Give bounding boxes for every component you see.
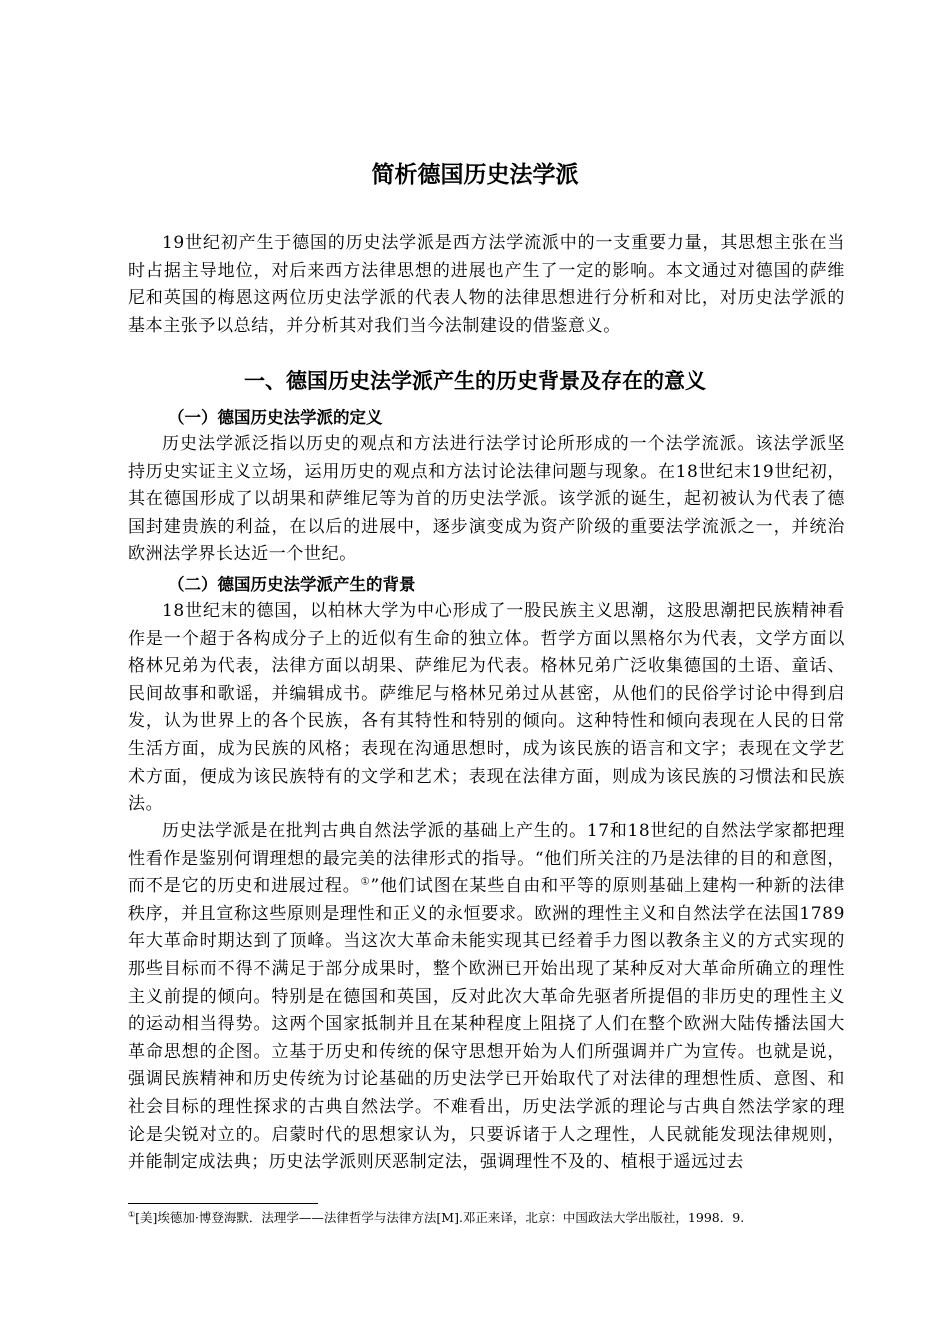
footnote-text: [美]埃德加·博登海默．法理学——法律哲学与法律方法[M].邓正来译，北京：中国政法大学出版社，1998．9. (135, 1210, 745, 1225)
paragraph-text-part: 历史法学派是在批判古典自然法学派的基础上产生的。17和18世纪的自然法学家都把理性看作是鉴别何谓理想的最完美的法律形式的指导。“他们所关注的乃是法律的目的和意图，而不是它的历史和进展过程。 (128, 821, 845, 897)
section-heading: 一、德国历史法学派产生的历史背景及存在的意义 (244, 369, 706, 393)
footnote-reference-mark[interactable]: ① (360, 876, 371, 888)
subsection-heading-definition: （一）德国历史法学派的定义 (168, 408, 383, 427)
background-paragraph-2 (128, 818, 845, 1177)
footnote-mark: ① (128, 1209, 136, 1219)
footnote-separator (128, 1203, 318, 1204)
paragraph-text-part: ”他们试图在某些自由和平等的原则基础上建构一种新的法律秩序，并且宣称这些原则是理性和正义的永恒要求。欧洲的理性主义和自然法学在法国1789年大革命时期达到了顶峰。当这次大革命未能实现其已经着手力图以教条主义的方式实现的那些目标而不得不满足于部分成果时，整个欧洲已开始出现了某种反对大革命所确立的理性主义前提的倾向。特别是在德国和英国，反对此次大革命先驱者所提倡的非历史的理性主义的运动相当得势。这两个国家抵制并且在某种程度上阻挠了人们在整个欧洲大陆传播法国大革命思想的企图。立基于历史和传统的保守思想开始为人们所强调并广为宣传。也就是说，强调民族精神和历史传统为讨论基础的历史法学已开始取代了对法律的理想性质、意图、和社会目标的理性探求的古典自然法学。不难看出，历史法学派的理论与古典自然法学家的理论是尖锐对立的。启蒙时代的思想家认为，只要诉诸于人之理性，人民就能发现法律规则，并能制定成法典；历史法学派则厌恶制定法，强调理性不及的、植根于遥远过去 (128, 876, 845, 1173)
document-title: 简析德国历史法学派 (371, 162, 579, 188)
abstract-paragraph: 19世纪初产生于德国的历史法学派是西方法学流派中的一支重要力量，其思想主张在当时占据主导地位，对后来西方法律思想的进展也产生了一定的影响。本文通过对德国的萨维尼和英国的梅恩这两位历史法学派的代表人物的法律思想进行分析和对比，对历史法学派的基本主张予以总结，并分析其对我们当今法制建设的借鉴意义。 (128, 233, 845, 336)
definition-paragraph: 历史法学派泛指以历史的观点和方法进行法学讨论所形成的一个法学流派。该法学派坚持历史实证主义立场，运用历史的观点和方法讨论法律问题与现象。在18世纪末19世纪初，其在德国形成了以胡果和萨维尼等为首的历史法学派。该学派的诞生，起初被认为代表了德国封建贵族的利益，在以后的进展中，逐步演变成为资产阶级的重要法学流派之一，并统治欧洲法学界长达近一个世纪。 (128, 434, 845, 565)
subsection-heading-background: （二）德国历史法学派产生的背景 (168, 575, 416, 594)
footnote (128, 1209, 845, 1227)
background-paragraph-1: 18世纪末的德国，以柏林大学为中心形成了一股民族主义思潮，这股思潮把民族精神看作是一个超于各构成分子上的近似有生命的独立体。哲学方面以黑格尔为代表，文学方面以格林兄弟为代表，法律方面以胡果、萨维尼为代表。格林兄弟广泛收集德国的土语、童话、民间故事和歌谣，并编辑成书。萨维尼与格林兄弟过从甚密，从他们的民俗学讨论中得到启发，认为世界上的各个民族，各有其特性和特别的倾向。这种特性和倾向表现在人民的日常生活方面，成为民族的风格；表现在沟通思想时，成为该民族的语言和文字；表现在文学艺术方面，便成为该民族特有的文学和艺术；表现在法律方面，则成为该民族的习惯法和民族法。 (128, 601, 845, 815)
